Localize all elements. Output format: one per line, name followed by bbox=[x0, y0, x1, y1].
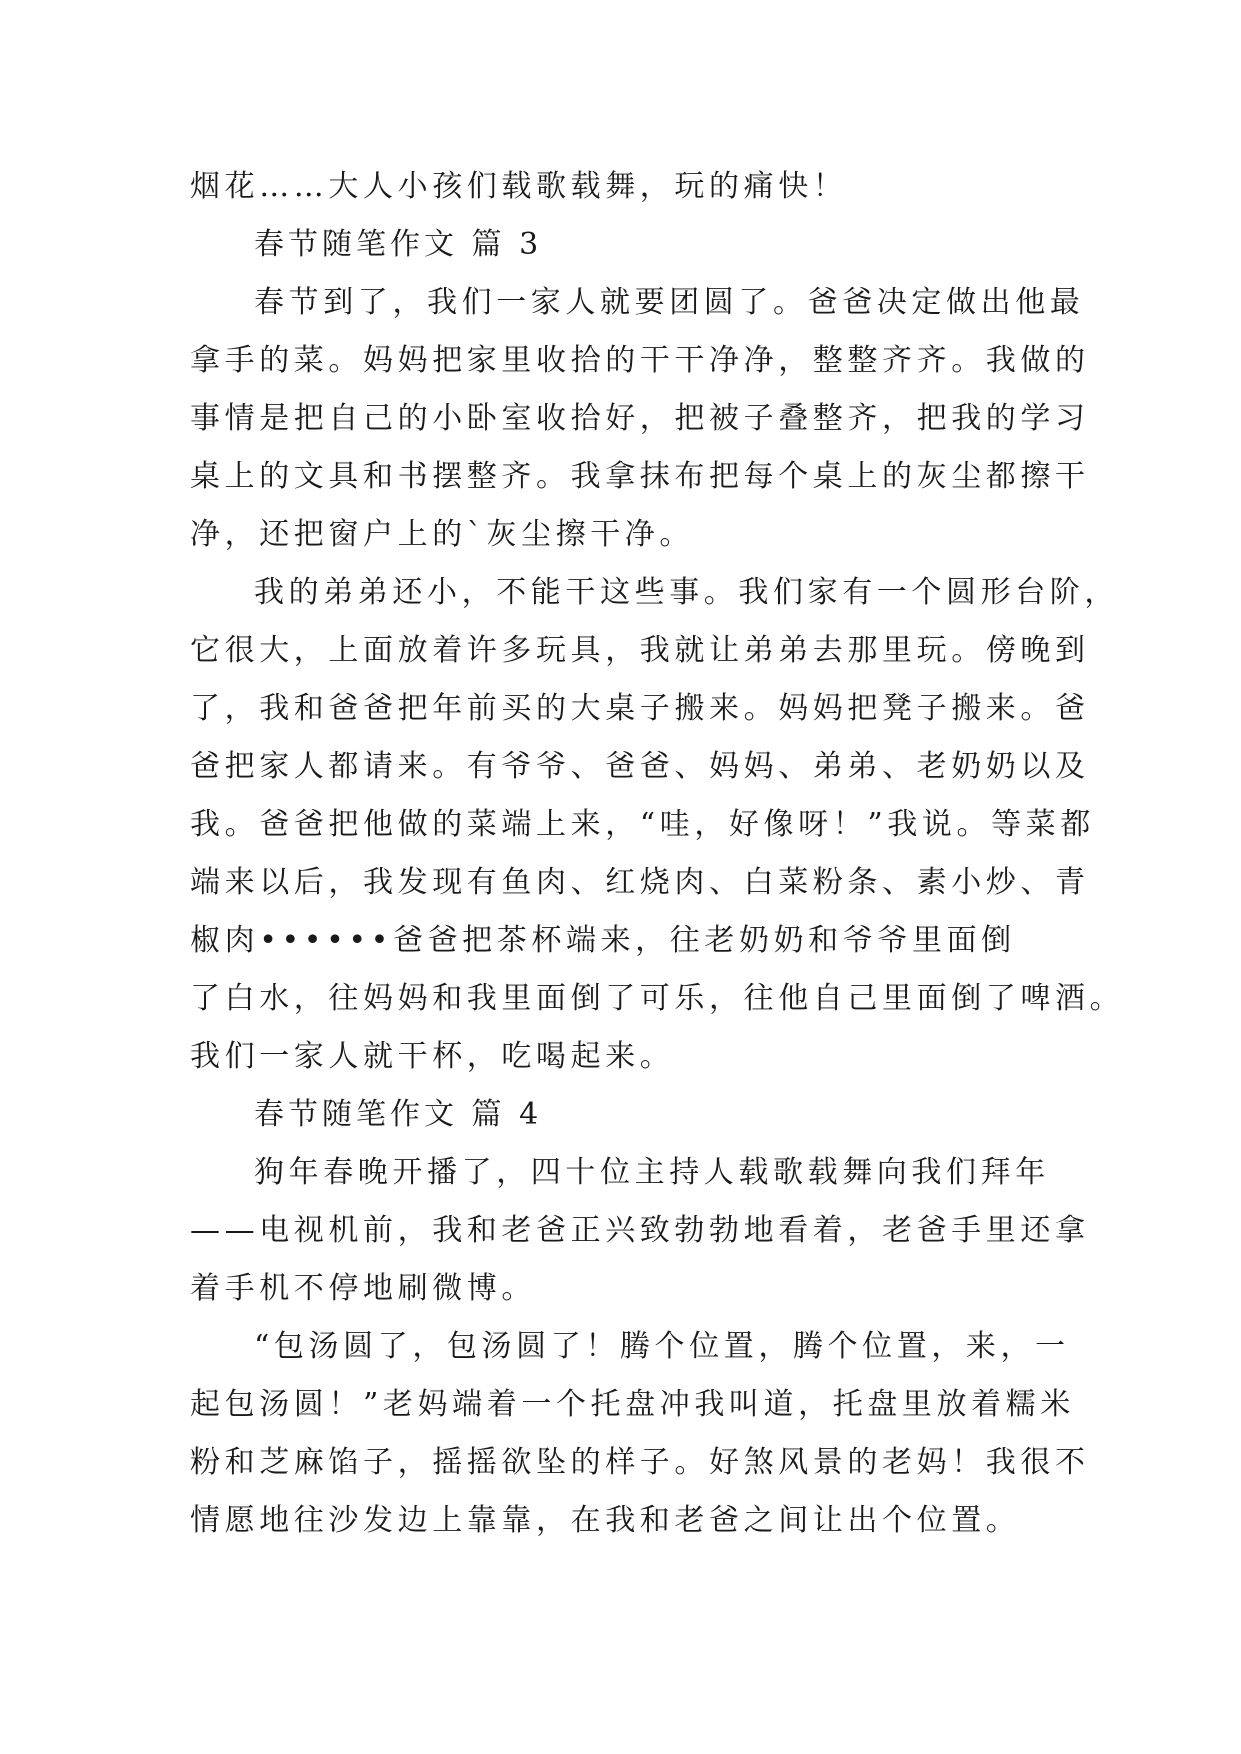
text-line: 事情是把自己的小卧室收拾好，把被子叠整齐，把我的学习 bbox=[190, 401, 1090, 436]
text-line: 我。爸爸把他做的菜端上来，“哇，好像呀！”我说。等菜都 bbox=[190, 807, 1095, 842]
text-line: 椒肉••••••爸爸把茶杯端来，往老奶奶和爷爷里面倒 bbox=[190, 923, 1016, 958]
text-line: 烟花……大人小孩们载歌载舞，玩的痛快！ bbox=[190, 169, 848, 204]
section-heading-3: 春节随笔作文 篇 3 bbox=[254, 227, 543, 262]
text-line: 着手机不停地刷微博。 bbox=[190, 1271, 536, 1306]
text-line: 起包汤圆！”老妈端着一个托盘冲我叫道，托盘里放着糯米 bbox=[190, 1387, 1075, 1422]
text-line: 情愿地往沙发边上靠靠，在我和老爸之间让出个位置。 bbox=[190, 1503, 1021, 1538]
text-line: 拿手的菜。妈妈把家里收拾的干干净净，整整齐齐。我做的 bbox=[190, 343, 1090, 378]
paragraph-start: 我的弟弟还小，不能干这些事。我们家有一个圆形台阶， bbox=[254, 575, 1119, 610]
text-line: 了，我和爸爸把年前买的大桌子搬来。妈妈把凳子搬来。爸 bbox=[190, 691, 1090, 726]
document-body bbox=[190, 158, 1125, 1550]
text-line: 我们一家人就干杯，吃喝起来。 bbox=[190, 1039, 675, 1074]
text-line: 了白水，往妈妈和我里面倒了可乐，往他自己里面倒了啤酒。 bbox=[190, 981, 1125, 1016]
paragraph-start: 春节到了，我们一家人就要团圆了。爸爸决定做出他最 bbox=[254, 285, 1085, 320]
text-line: 桌上的文具和书摆整齐。我拿抹布把每个桌上的灰尘都擦干 bbox=[190, 459, 1090, 494]
text-line: ——电视机前，我和老爸正兴致勃勃地看着，老爸手里还拿 bbox=[190, 1213, 1090, 1248]
paragraph-start: “包汤圆了，包汤圆了！腾个位置，腾个位置，来，一 bbox=[254, 1329, 1070, 1364]
text-line: 粉和芝麻馅子，摇摇欲坠的样子。好煞风景的老妈！我很不 bbox=[190, 1445, 1090, 1480]
paragraph-start: 狗年春晚开播了，四十位主持人载歌载舞向我们拜年 bbox=[254, 1155, 1050, 1190]
text-line: 端来以后，我发现有鱼肉、红烧肉、白菜粉条、素小炒、青 bbox=[190, 865, 1090, 900]
text-line: 它很大，上面放着许多玩具，我就让弟弟去那里玩。傍晚到 bbox=[190, 633, 1090, 668]
section-heading-4: 春节随笔作文 篇 4 bbox=[254, 1097, 543, 1132]
text-line: 净，还把窗户上的`灰尘擦干净。 bbox=[190, 517, 694, 552]
text-line: 爸把家人都请来。有爷爷、爸爸、妈妈、弟弟、老奶奶以及 bbox=[190, 749, 1090, 784]
